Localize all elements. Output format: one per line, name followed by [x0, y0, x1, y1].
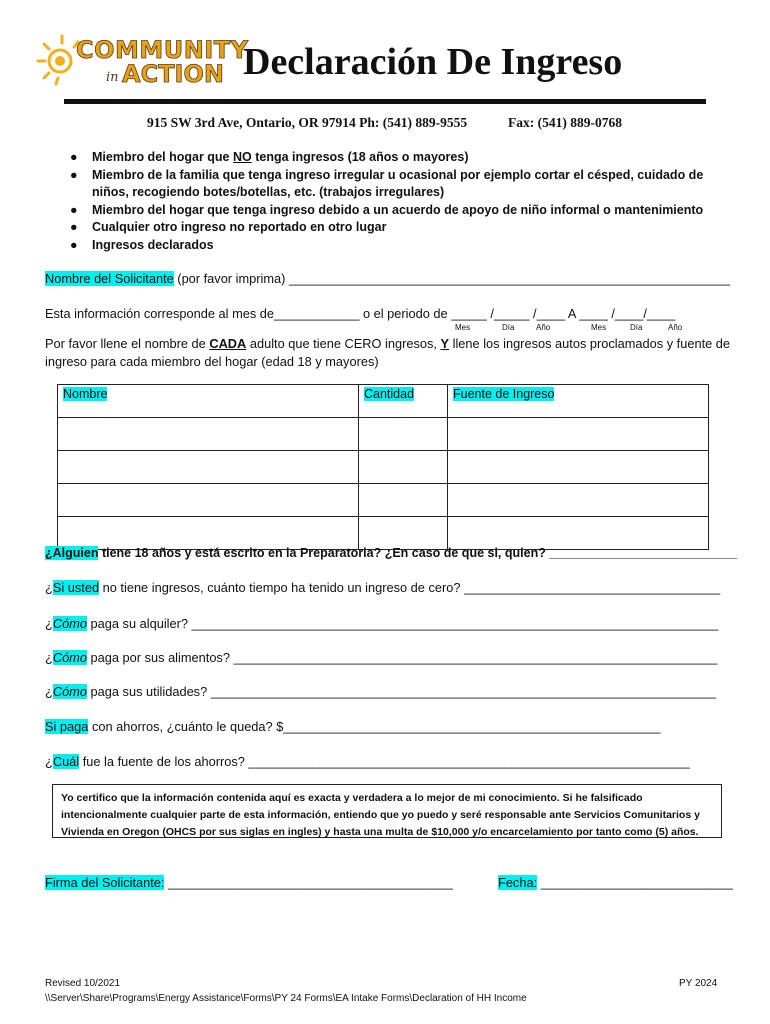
bullet-icon: ● [70, 150, 78, 164]
title-divider [64, 99, 706, 104]
question-rent[interactable]: ¿Cómo paga su alquiler? __________________________________________________________________________ [45, 616, 719, 631]
address-phone: 915 SW 3rd Ave, Ontario, OR 97914 Ph: (541) 889-9555 [147, 115, 468, 130]
income-table [57, 384, 709, 550]
signature-field[interactable]: Firma del Solicitante: ________________________________________ [45, 875, 453, 890]
source-cell[interactable] [448, 418, 709, 451]
year-caption-2: Año [668, 323, 683, 332]
program-year: PY 2024 [679, 978, 718, 989]
table-row [58, 484, 709, 517]
question-food[interactable]: ¿Cómo paga por sus alimentos? ____________________________________________________________________ [45, 650, 718, 665]
date-label: Fecha: [498, 875, 538, 890]
question-savings-remaining[interactable]: Si paga con ahorros, ¿cuánto le queda? $_____________________________________________________ [45, 719, 661, 734]
month-caption-1: Mes [455, 323, 471, 332]
table-row [58, 418, 709, 451]
date-field[interactable]: Fecha: ___________________________ [498, 875, 733, 890]
table-row [58, 517, 709, 550]
table-header-row [58, 385, 709, 418]
list-item: ● Miembro del hogar que NO tenga ingresos (18 años o mayores) [70, 149, 730, 167]
certification-box: Yo certifico que la información contenida aquí es exacta y verdadera a lo mejor de mi conocimiento. Si he falsificado intencionalmente cualquier parte de esta información, entiendo que yo puedo y seré responsable ante Servicios Comunitarios y Vivienda en Oregon (OHCS por sus siglas en ingles) y hasta una multa de $10,000 y/o encarcelamiento por tanto como (5) años. [52, 784, 722, 838]
income-type-list [70, 149, 730, 254]
question-high-school[interactable]: ¿Alguien tiene 18 años y está escrito en la Preparatoria? ¿En caso de que si, quien? ___________________________ [45, 546, 738, 560]
column-header-nombre: Nombre [58, 385, 359, 418]
list-item: ● Miembro de la familia que tenga ingreso irregular u ocasional por ejemplo cortar el césped, cuidado de niños, recogiendo botes/botellas, etc. (trabajos irregulares) [70, 167, 704, 199]
page-title: Declaración De Ingreso [243, 41, 623, 83]
bullet-icon: ● [70, 167, 78, 182]
column-header-cantidad: Cantidad [359, 385, 448, 418]
name-cell[interactable] [58, 517, 359, 550]
bullet-icon: ● [70, 202, 78, 217]
source-cell[interactable] [448, 451, 709, 484]
list-item: ● Ingresos declarados [70, 237, 730, 255]
source-cell[interactable] [448, 484, 709, 517]
year-caption-1: Año [536, 323, 551, 332]
applicant-name-field[interactable]: Nombre del Solicitante (por favor imprima) ______________________________________________________________ [45, 271, 731, 286]
list-item: ● Cualquier otro ingreso no reportado en otro lugar [70, 219, 730, 237]
source-cell[interactable] [448, 517, 709, 550]
column-header-fuente: Fuente de Ingreso [448, 385, 709, 418]
day-caption-2: Día [630, 323, 643, 332]
revision-date: Revised 10/2021 [45, 978, 121, 989]
amount-cell[interactable] [359, 517, 448, 550]
question-utilities[interactable]: ¿Cómo paga sus utilidades? _______________________________________________________________________ [45, 684, 717, 699]
file-path: \\Server\Share\Programs\Energy Assistance\Forms\PY 24 Forms\EA Intake Forms\Declaration of HH Income [45, 993, 527, 1004]
month-caption-2: Mes [591, 323, 607, 332]
name-cell[interactable] [58, 451, 359, 484]
instructions-line-1: Por favor llene el nombre de CADA adulto que tiene CERO ingresos, Y llene los ingresos autos proclamados y fuente de [45, 336, 731, 351]
table-row [58, 451, 709, 484]
amount-cell[interactable] [359, 484, 448, 517]
applicant-name-label: Nombre del Solicitante [45, 271, 174, 286]
fax-number: Fax: (541) 889-0768 [508, 115, 622, 130]
instructions-line-2: ingreso para cada miembro del hogar (edad 18 y mayores) [45, 354, 379, 369]
name-cell[interactable] [58, 484, 359, 517]
bullet-icon: ● [70, 237, 78, 252]
question-savings-source[interactable]: ¿Cuál fue la fuente de los ahorros? ______________________________________________________________ [45, 754, 690, 769]
name-cell[interactable] [58, 418, 359, 451]
question-zero-income-duration[interactable]: ¿Si usted no tiene ingresos, cuánto tiempo ha tenido un ingreso de cero? ____________________________________ [45, 580, 721, 595]
list-item: ● Miembro del hogar que tenga ingreso debido a un acuerdo de apoyo de niño informal o mantenimiento [70, 202, 730, 220]
amount-cell[interactable] [359, 451, 448, 484]
logo-text-action: ACTION [122, 60, 224, 88]
signature-label: Firma del Solicitante: [45, 875, 165, 890]
amount-cell[interactable] [359, 418, 448, 451]
logo-text-in: in [106, 70, 119, 85]
period-field[interactable]: Esta información corresponde al mes de____________ o el periodo de _____ /_____ /____ A ____ /____/____ [45, 306, 676, 321]
bullet-icon: ● [70, 220, 78, 234]
logo-text-community: COMMUNITY [76, 36, 249, 64]
community-action-logo [36, 30, 249, 92]
day-caption-1: Día [502, 323, 515, 332]
